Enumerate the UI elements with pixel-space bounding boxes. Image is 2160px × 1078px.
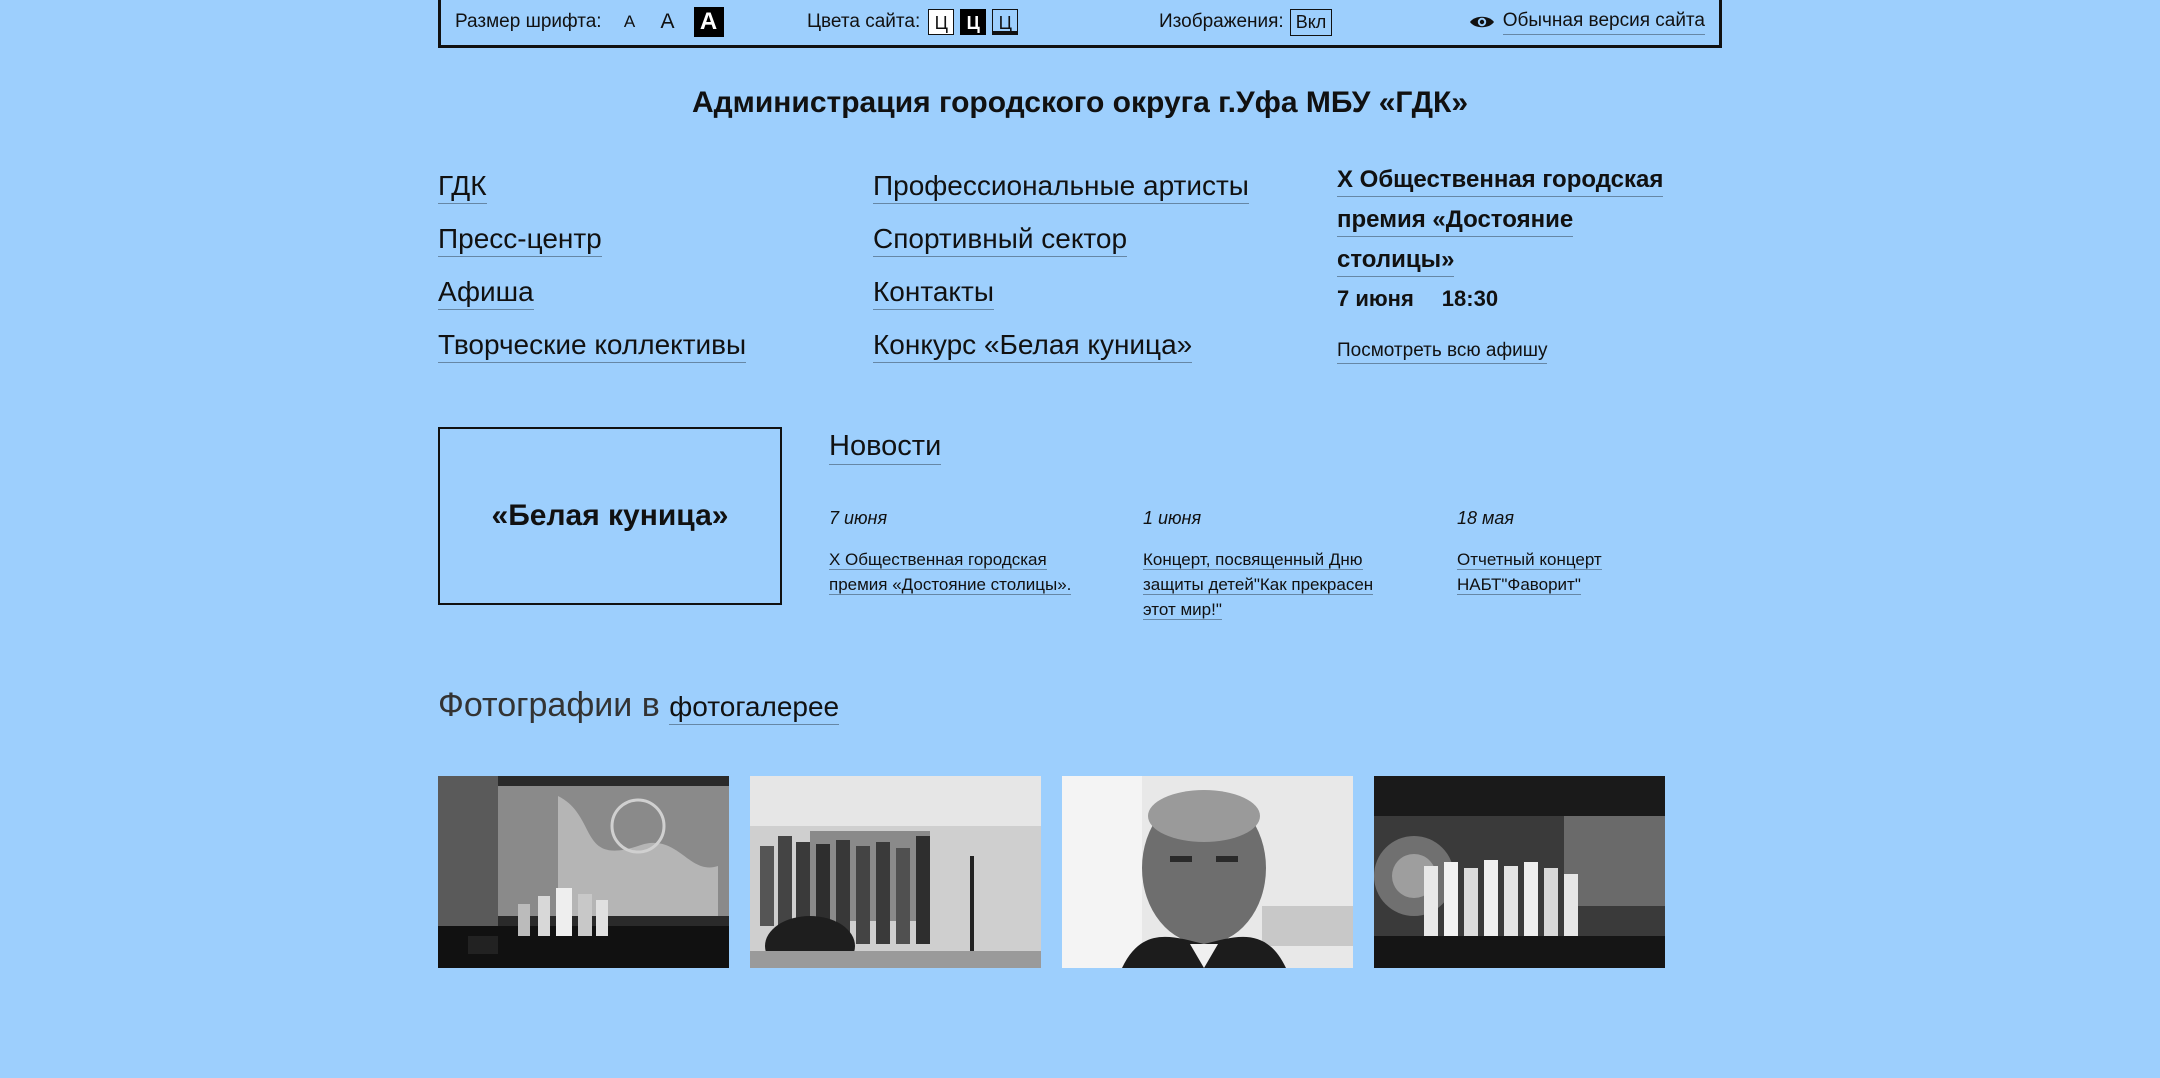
gallery-photo-choir[interactable] bbox=[750, 776, 1041, 968]
news-title-link[interactable]: Концерт, посвященный Дню защиты детей"Как прекрасен этот мир!" bbox=[1143, 550, 1374, 619]
nav-link-press-center[interactable]: Пресс-центр bbox=[438, 221, 746, 257]
news-item bbox=[829, 508, 1089, 597]
photo-image bbox=[1062, 776, 1353, 968]
color-scheme-blue-button[interactable]: Ц bbox=[992, 9, 1018, 35]
main-nav-column-2 bbox=[873, 168, 1249, 380]
gallery-photo-outdoor-dance[interactable] bbox=[1374, 776, 1665, 968]
event-title-link[interactable]: X Общественная городская премия «Достояние столицы» bbox=[1337, 160, 1697, 280]
photo-image bbox=[438, 776, 729, 968]
gallery-link[interactable]: фотогалерее bbox=[669, 691, 839, 725]
font-size-small-button[interactable]: А bbox=[623, 12, 636, 31]
font-size-label: Размер шрифта: bbox=[455, 11, 602, 32]
color-scheme-label: Цвета сайта: bbox=[807, 11, 921, 32]
event-date: 7 июня bbox=[1337, 286, 1414, 311]
gallery-heading-prefix: Фотографии в bbox=[438, 686, 660, 724]
nav-link-contacts[interactable]: Контакты bbox=[873, 274, 1249, 310]
news-item bbox=[1143, 508, 1403, 622]
eye-icon bbox=[1469, 14, 1495, 30]
event-datetime bbox=[1337, 286, 1697, 312]
color-scheme-white-button[interactable]: Ц bbox=[928, 9, 954, 35]
normal-version-label: Обычная версия сайта bbox=[1503, 10, 1705, 35]
news-title-link[interactable]: X Общественная городская премия «Достояние столицы». bbox=[829, 550, 1072, 594]
images-group bbox=[1159, 0, 1332, 45]
news-item bbox=[1457, 508, 1717, 597]
images-label: Изображения: bbox=[1159, 11, 1284, 32]
font-size-medium-button[interactable]: А bbox=[660, 10, 675, 33]
gallery-heading bbox=[438, 686, 839, 725]
news-date: 18 мая bbox=[1457, 508, 1514, 528]
site-title: Администрация городского округа г.Уфа МБУ «ГДК» bbox=[691, 86, 1469, 119]
gallery-photo-stage-performance[interactable] bbox=[438, 776, 729, 968]
font-size-large-button[interactable]: А bbox=[694, 7, 724, 37]
color-scheme-black-button[interactable]: Ц bbox=[960, 9, 986, 35]
belaya-kunitsa-banner[interactable]: «Белая куница» bbox=[438, 427, 782, 605]
images-toggle-button[interactable]: Вкл bbox=[1290, 9, 1333, 36]
news-date: 7 июня bbox=[829, 508, 888, 528]
event-time: 18:30 bbox=[1441, 286, 1499, 311]
news-title-link[interactable]: Отчетный концерт НАБТ"Фаворит" bbox=[1457, 550, 1602, 594]
font-size-group bbox=[455, 0, 724, 45]
nav-link-creative-groups[interactable]: Творческие коллективы bbox=[438, 327, 746, 363]
main-nav-column-1 bbox=[438, 168, 746, 380]
news-heading-link[interactable]: Новости bbox=[829, 430, 941, 463]
upcoming-event bbox=[1337, 160, 1697, 362]
nav-link-afisha[interactable]: Афиша bbox=[438, 274, 746, 310]
accessibility-toolbar bbox=[438, 0, 1722, 48]
nav-link-sports-sector[interactable]: Спортивный сектор bbox=[873, 221, 1249, 257]
all-events-link[interactable]: Посмотреть всю афишу bbox=[1337, 340, 1697, 362]
photo-image bbox=[750, 776, 1041, 968]
gallery-photo-portrait[interactable] bbox=[1062, 776, 1353, 968]
photo-image bbox=[1374, 776, 1665, 968]
nav-link-belaya-kunitsa-contest[interactable]: Конкурс «Белая куница» bbox=[873, 327, 1249, 363]
color-scheme-group bbox=[807, 0, 1018, 45]
nav-link-professional-artists[interactable]: Профессиональные артисты bbox=[873, 168, 1249, 204]
news-date: 1 июня bbox=[1143, 508, 1202, 528]
nav-link-gdk[interactable]: ГДК bbox=[438, 168, 746, 204]
normal-version-link[interactable] bbox=[1469, 0, 1705, 45]
